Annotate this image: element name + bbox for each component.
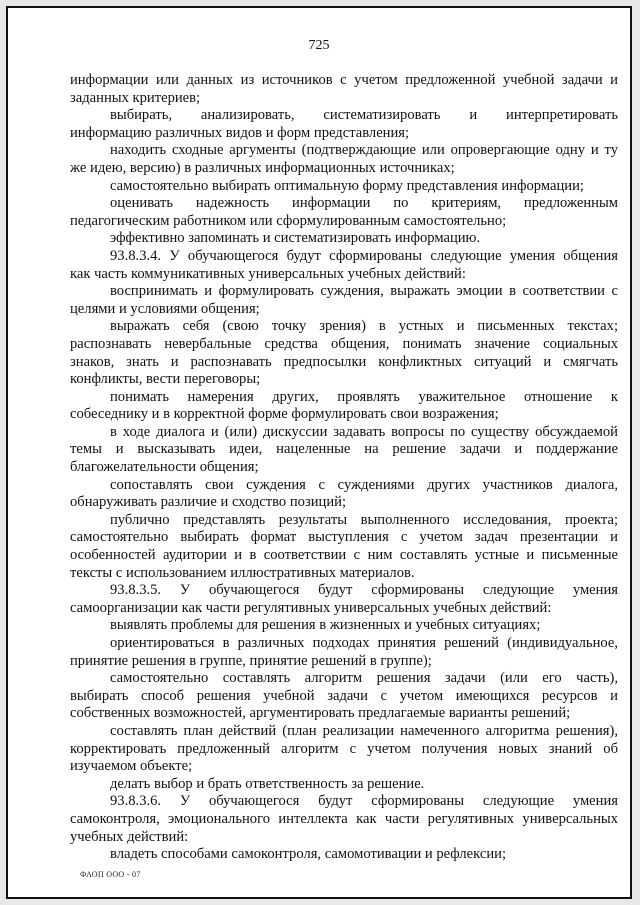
text-line: ориентироваться в различных подходах принятия решений (индивидуальное, — [110, 635, 618, 651]
text-line: владеть способами самоконтроля, самомотивации и рефлексии; — [110, 846, 507, 863]
text-line: заданных критериев; — [70, 89, 201, 106]
text-line: самостоятельно выбирать формат выступления с учетом задач презентации и — [70, 529, 618, 546]
text-line: особенностей аудитории и в соответствии с ним составлять устные и письменные — [70, 547, 618, 564]
text-line: самоконтроля, эмоционального интеллекта как части регулятивных универсальных — [70, 810, 618, 827]
text-line: же идею, версию) в различных информационных источниках; — [70, 159, 455, 176]
text-line: выбирать, анализировать, систематизировать и интерпретировать — [110, 107, 618, 124]
text-line: принятие решения в группе, принятие решений в группе); — [70, 652, 432, 669]
text-line: знаков, знать и распознавать предпосылки конфликтных ситуаций и смягчать — [70, 353, 618, 370]
text-line: учебных действий: — [70, 828, 189, 845]
text-line: 93.8.3.5. У обучающегося будут сформированы следующие умения — [110, 582, 618, 599]
text-line: изучаемом объекте; — [70, 758, 193, 775]
text-line: делать выбор и брать ответственность за решение. — [110, 775, 425, 792]
text-line: самостоятельно составлять алгоритм решения задачи (или его часть), — [110, 670, 618, 687]
text-line: распознавать невербальные средства общения, понимать значение социальных — [70, 335, 618, 352]
text-line: собеседнику и в корректной форме формулировать свои возражения; — [70, 406, 499, 423]
text-line: публично представлять результаты выполненного исследования, проекта; — [110, 511, 618, 528]
text-line: 93.8.3.4. У обучающегося будут сформированы следующие умения общения — [110, 247, 618, 264]
text-line: воспринимать и формулировать суждения, выражать эмоции в соответствии с — [110, 283, 618, 300]
text-line: обнаруживать различие и сходство позиций; — [70, 494, 347, 511]
text-line: самостоятельно выбирать оптимальную форму представления информации; — [110, 177, 584, 194]
text-line: оценивать надежность информации по критериям, предложенным — [110, 195, 618, 212]
text-line: 93.8.3.6. У обучающегося будут сформированы следующие умения — [110, 793, 618, 810]
text-line: находить сходные аргументы (подтверждающие или опровергающие одну и ту — [110, 142, 618, 159]
text-line: собственных возможностей, аргументировать предлагаемые варианты решений; — [70, 705, 571, 722]
text-line: выявлять проблемы для решения в жизненных и учебных ситуациях; — [110, 617, 541, 634]
text-line: благожелательности общения; — [70, 459, 259, 476]
text-line: конфликты, вести переговоры; — [70, 371, 261, 388]
page-number: 725 — [308, 38, 330, 53]
text-line: в ходе диалога и (или) дискуссии задавать вопросы по существу обсуждаемой — [110, 423, 618, 440]
text-line: тексты с использованием иллюстративных материалов. — [70, 564, 415, 581]
text-line: как часть коммуникативных универсальных учебных действий: — [70, 265, 466, 282]
text-line: самоорганизации как части регулятивных универсальных учебных действий: — [70, 599, 552, 616]
text-line: информации или данных из источников с учетом предложенной учебной задачи и — [70, 72, 618, 88]
text-line: сопоставлять свои суждения с суждениями других участников диалога, — [110, 476, 618, 493]
text-line: целями и условиями общения; — [70, 300, 260, 317]
text-line: составлять план действий (план реализации намеченного алгоритма решения), — [110, 722, 618, 739]
text-line: педагогическим работником или сформулированным самостоятельно; — [70, 212, 507, 229]
text-line: понимать намерения других, проявлять уважительное отношение к — [110, 388, 618, 405]
body-text — [70, 72, 618, 864]
document-page — [6, 6, 632, 899]
text-line: выбирать способ решения учебной задачи с учетом имеющихся ресурсов и — [70, 687, 618, 704]
footer-label: ФАОП ООО - 07 — [80, 870, 141, 879]
text-line: информацию различных видов и форм представления; — [70, 124, 410, 141]
text-line: выражать себя (свою точку зрения) в устных и письменных текстах; — [110, 318, 618, 335]
text-line: корректировать предложенный алгоритм с учетом получения новых знаний об — [70, 740, 618, 757]
text-line: эффективно запоминать и систематизировать информацию. — [110, 230, 481, 247]
text-line: темы и высказывать идеи, нацеленные на решение задачи и поддержание — [70, 441, 618, 458]
